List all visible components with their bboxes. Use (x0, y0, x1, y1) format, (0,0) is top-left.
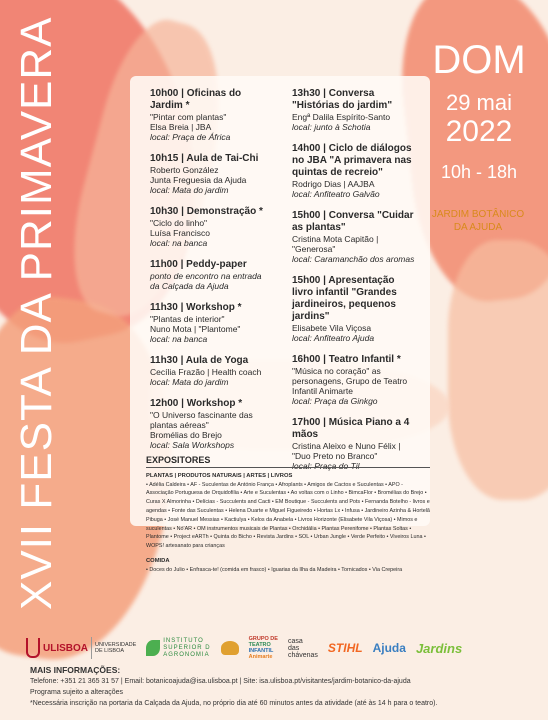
event-title: | Workshop * (181, 398, 243, 409)
multi-logo: GRUPO DE TEATRO INFANTIL Animarte (248, 636, 278, 660)
event-title: | Aula de Yoga (180, 355, 249, 366)
event-detail: Nuno Mota | "Plantome" (150, 324, 241, 334)
event-time: 10h30 (150, 206, 179, 217)
note-registration: *Necessária inscrição na portaria da Calçada da Ajuda, no próprio dia até 60 minutos antes da atividade (até às 14 h para o teatro). (30, 700, 438, 707)
event-time: 11h30 (150, 302, 178, 313)
event-location: local: Praça do Til (292, 461, 360, 471)
event-location: local: na banca (150, 334, 208, 344)
event-detail: "Plantas de interior" (150, 314, 225, 324)
event-detail: "Música no coração" as personagens, Grupo de Teatro Infantil Animarte (292, 366, 408, 396)
jardins-logo: Jardins (415, 640, 463, 656)
program-event (292, 275, 416, 343)
event-detail: Elsa Breia | JBA (150, 122, 212, 132)
event-detail: Engª Dalila Espírito-Santo (292, 112, 391, 122)
program-event (292, 210, 416, 264)
event-time: 12h00 (150, 398, 179, 409)
event-title: | Workshop * (180, 302, 242, 313)
event-location: local: junto à Schotia (292, 122, 371, 132)
event-time: 11h30 (150, 355, 178, 366)
event-detail: "Pintar com plantas" (150, 112, 227, 122)
leaf-icon (146, 640, 160, 656)
event-heading (150, 153, 268, 165)
event-time: 15h00 (292, 210, 321, 221)
event-detail: Luísa Francisco (150, 228, 210, 238)
day-of-week: DOM (432, 38, 526, 82)
event-title: | Conversa "Histórias do jardim" (292, 88, 393, 111)
plants-list: • Adélia Caldeira • AF - Suculentas de António França • Afroplants • Amigos de Cactos e Suculentas • APO - Associação Portuguesa de Orquidofilia • Arte e Suculentas • Ao voltas com o Linho • BimcaFlor • Bromélias do Brejo • Curas X Almorinha • Delícias - Succulents and Cacti • EM Boutique - Succulents and Pots • Fernanda Botelho - livros e agendas • Fonte das Suculentas • Helena Duarte e Miguel Figueiredo • Hortas Lx • Infusa • Jardineiro Azinha & Hortelã Pibuga • José Manuel Messias • Kactiulya • Kelos da Anabela • Livros Horizonte (Elisabete Vila Viçosa) • Mimos e suculentas • Nó'AR • OM instrumentos musicais de Plantas • Orchidália • Plantas Perenifome • Plantas Soltas • Plantome • Project eARTh • Quinta do Bicho • Revista Jardins • SOL • Urban Jungle • Verde Perfeito • Viveiros Luna • WOPS! artesanato para crianças (146, 481, 430, 550)
event-time: 16h00 (292, 354, 321, 365)
program-event (150, 153, 268, 195)
program-left (150, 88, 268, 461)
note-changes: Programa sujeito a alterações (30, 689, 123, 696)
program-event (150, 302, 268, 344)
event-detail: Cecília Frazão | Health coach (150, 367, 262, 377)
event-heading (150, 206, 268, 218)
exhibitors-section (146, 456, 430, 575)
event-detail: ponto de encontro na entrada da Calçada da Ajuda (150, 271, 262, 291)
event-title: | Apresentação livro infantil "Grandes jardineiros, pequenos jardins" (292, 275, 397, 322)
event-heading (150, 302, 268, 314)
event-time: 10h15 (150, 153, 179, 164)
food-heading: COMIDA (146, 557, 170, 564)
stihl-logo: STIHL (327, 641, 363, 655)
event-time: 15h00 (292, 275, 321, 286)
event-time: 14h00 (292, 143, 321, 154)
ulisboa-logo: ULISBOA UNIVERSIDADE DE LISBOA (26, 637, 136, 659)
event-detail: "O Universo fascinante das plantas aéreas" (150, 410, 253, 430)
event-location: local: Caramanchão dos aromas (292, 254, 415, 264)
contacts: Telefone: +351 21 365 31 57 | Email: botanicoajuda@isa.ulisboa.pt | Site: isa.ulisboa.pt/visitantes/jardim-botanico-da-ajuda (30, 678, 411, 685)
sponsor-logos (26, 628, 526, 668)
event-heading (292, 88, 416, 112)
event-title: | Música Piano a 4 mãos (292, 417, 410, 440)
jba-logo (221, 641, 239, 655)
event-title: | Demonstração * (181, 206, 263, 217)
event-heading (292, 210, 416, 234)
exhibitors-heading: EXPOSITORES (146, 456, 430, 468)
program-event (150, 259, 268, 291)
event-detail: Elisabete Vila Viçosa (292, 323, 372, 333)
event-heading (292, 354, 416, 366)
event-detail: "Ciclo do linho" (150, 218, 208, 228)
info-heading: MAIS INFORMAÇÕES: (30, 665, 121, 675)
event-detail: Cristina Aleixo e Nuno Félix | "Duo Preto no Branco" (292, 441, 401, 461)
event-time: 17h00 (292, 417, 321, 428)
event-detail: Junta Freguesia da Ajuda (150, 175, 247, 185)
event-location: local: Praça de África (150, 132, 231, 142)
paint-blob (448, 240, 548, 500)
festival-title: XVII FESTA DA PRIMAVERA (12, 16, 61, 610)
program-event (292, 88, 416, 132)
ajuda-logo: Ajuda (372, 641, 406, 655)
event-heading (150, 398, 268, 410)
program-right (292, 88, 416, 482)
event-title: | Teatro Infantil * (323, 354, 401, 365)
event-heading (150, 88, 268, 112)
program-event (150, 88, 268, 142)
venue (422, 208, 534, 234)
event-detail: Roberto González (150, 165, 219, 175)
event-time: 11h00 (150, 259, 178, 270)
event-heading (150, 355, 268, 367)
info-section (30, 665, 540, 709)
event-time: 13h30 (292, 88, 321, 99)
event-location: local: Mata do jardim (150, 185, 229, 195)
divider (91, 637, 92, 659)
event-year: 2022 (445, 115, 513, 148)
event-heading (292, 275, 416, 323)
plants-heading: PLANTAS | PRODUTOS NATURAIS | ARTES | LIVROS (146, 472, 293, 479)
program-event (150, 355, 268, 387)
event-location: local: Mata do jardim (150, 377, 229, 387)
event-location: local: Praça da Ginkgo (292, 396, 378, 406)
event-detail: Bromélias do Brejo (150, 430, 222, 440)
event-location: local: Anfiteatro Ajuda (292, 333, 375, 343)
event-location: local: Anfiteatro Galvão (292, 189, 380, 199)
event-title: | Oficinas do Jardim * (150, 88, 242, 111)
event-day: 29 mai (445, 90, 513, 115)
event-title: | Ciclo de diálogos no JBA "A primavera nas quintas de recreio" (292, 143, 412, 178)
event-heading (150, 259, 268, 271)
event-location: local: Sala Workshops (150, 440, 235, 450)
program-event (150, 206, 268, 248)
event-title: | Aula de Tai-Chi (181, 153, 259, 164)
event-detail: Rodrigo Dias | AAJBA (292, 179, 375, 189)
ulisboa-mark-icon (26, 638, 40, 658)
program-event (150, 398, 268, 450)
food-list: • Doces do Julio • Enfrasca-te! (comida em frasco) • Iguarias da Ilha da Madeira • Tornicados • Via Crepeira (146, 566, 403, 573)
event-detail: Cristina Mota Capitão | "Generosa" (292, 234, 379, 254)
event-location: local: na banca (150, 238, 208, 248)
event-hours: 10h - 18h (440, 162, 518, 182)
event-title: | Conversa "Cuidar as plantas" (292, 210, 414, 233)
event-time: 10h00 (150, 88, 179, 99)
venue-line: JARDIM BOTÂNICO (431, 209, 525, 220)
date-box (424, 38, 534, 183)
venue-line: DA AJUDA (453, 222, 503, 233)
program-event (292, 143, 416, 199)
isa-logo: INSTITUTO SUPERIOR D AGRONOMIA (146, 638, 210, 659)
event-title: | Peddy-paper (180, 259, 247, 270)
program-event (292, 354, 416, 406)
casa-logo: casa das chávenas (287, 637, 318, 659)
event-heading (292, 417, 416, 441)
tree-icon (221, 641, 239, 655)
event-heading (292, 143, 416, 179)
